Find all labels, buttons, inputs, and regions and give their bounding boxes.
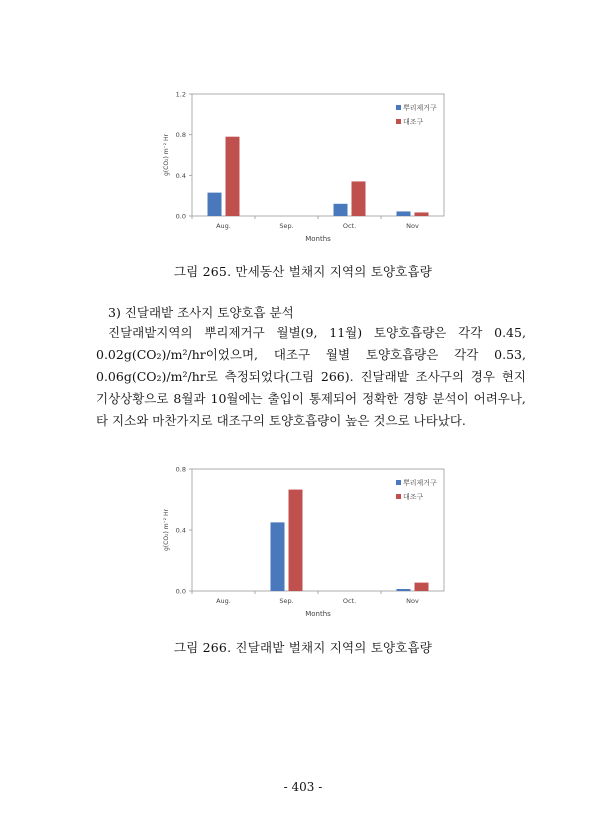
- paragraph-word: 정확한: [362, 391, 399, 406]
- chart-fig266-svg: [160, 461, 450, 621]
- paragraph-line: [96, 322, 526, 344]
- bar-root-removed-sep: [271, 522, 285, 591]
- x-axis-label: Months: [305, 610, 331, 618]
- legend-swatch: [396, 480, 401, 485]
- x-tick-label: Sep.: [279, 222, 294, 230]
- x-tick-label: Sep.: [279, 597, 294, 605]
- paragraph-word: 조사구의: [415, 369, 464, 384]
- paragraph-word: 266).: [320, 369, 354, 384]
- chart-fig265: [160, 86, 450, 246]
- x-tick-label: Nov: [406, 597, 419, 605]
- bar-control-aug: [226, 137, 240, 216]
- bar-root-removed-aug: [208, 193, 222, 216]
- paragraph-line: [96, 366, 526, 388]
- paragraph-word: 월별(9,: [276, 325, 318, 340]
- body-paragraph: [96, 322, 526, 432]
- paragraph-word: 타 지소와 마찬가지로 대조구의 토양호흡량이 높은 것으로 나타났다.: [96, 413, 466, 428]
- x-tick-label: Oct.: [342, 597, 357, 605]
- paragraph-line: [96, 344, 526, 366]
- chart-fig266: [160, 461, 450, 621]
- page-number: - 403 -: [283, 780, 323, 794]
- bar-control-sep: [289, 490, 303, 591]
- paragraph-line: [96, 410, 526, 432]
- paragraph-word: 0.06g(CO₂)/m²/hr로: [96, 369, 218, 384]
- y-tick-label: 0.0: [175, 587, 186, 596]
- paragraph-word: 경우: [470, 369, 495, 384]
- paragraph-word: 경향: [403, 391, 428, 406]
- legend-swatch: [396, 105, 401, 110]
- x-axis-label: Months: [305, 235, 331, 243]
- bar-root-removed-oct: [334, 204, 348, 216]
- paragraph-word: 통제되어: [308, 391, 358, 406]
- paragraph-word: 토양호흡량은: [373, 325, 447, 340]
- paragraph-word: 진달래밭: [360, 369, 409, 384]
- y-tick-label: 0.8: [175, 131, 186, 140]
- chart-fig265-svg: [160, 86, 450, 246]
- paragraph-word: 진달래밭지역의: [108, 325, 193, 340]
- y-axis-label: g(CO₂) m⁻² Hr: [163, 508, 170, 552]
- figure-caption-265: 그림 265. 만세동산 벌채지 지역의 토양호흡량: [173, 264, 433, 279]
- paragraph-word: 각각: [454, 347, 479, 362]
- paragraph-word: 11월): [329, 325, 363, 340]
- x-tick-label: Aug.: [216, 597, 231, 605]
- paragraph-word: 월별: [325, 347, 351, 362]
- legend-label: 대조구: [403, 118, 424, 126]
- bar-control-nov: [415, 583, 429, 591]
- bar-control-nov: [415, 212, 429, 216]
- paragraph-word: 10월에는: [210, 391, 263, 406]
- paragraph-word: 분석이: [432, 391, 469, 406]
- paragraph-word: 0.02g(CO₂)/m²/hr이었으며,: [96, 347, 258, 362]
- legend-label: 뿌리제거구: [403, 479, 437, 487]
- figure-caption-266: 그림 266. 진달래밭 벌채지 지역의 토양호흡량: [173, 640, 433, 655]
- legend-label: 대조구: [403, 493, 424, 501]
- x-tick-label: Aug.: [216, 222, 231, 230]
- paragraph-word: 8월과: [173, 391, 206, 406]
- paragraph-word: 측정되었다(그림: [224, 369, 315, 384]
- paragraph-word: 기상상황으로: [96, 391, 169, 406]
- legend-label: 뿌리제거구: [403, 104, 437, 112]
- bar-root-removed-nov: [397, 589, 411, 591]
- x-tick-label: Nov: [406, 222, 419, 230]
- legend-swatch: [396, 494, 401, 499]
- legend-swatch: [396, 119, 401, 124]
- y-tick-label: 0.8: [175, 465, 186, 474]
- paragraph-word: 어려우나,: [473, 391, 526, 406]
- section-heading: 3) 진달래밭 조사지 토양호흡 분석: [108, 305, 294, 320]
- paragraph-word: 각각: [458, 325, 483, 340]
- x-tick-label: Oct.: [342, 222, 357, 230]
- y-tick-label: 1.2: [175, 90, 186, 99]
- y-axis-label: g(CO₂) m⁻² Hr: [163, 133, 170, 177]
- paragraph-word: 출입이: [267, 391, 304, 406]
- paragraph-line: [96, 388, 526, 410]
- y-tick-label: 0.4: [175, 171, 186, 180]
- plot-area: [192, 469, 444, 591]
- paragraph-word: 현지: [501, 369, 526, 384]
- bar-root-removed-nov: [397, 211, 411, 216]
- y-tick-label: 0.4: [175, 526, 186, 535]
- paragraph-word: 뿌리제거구: [204, 325, 265, 340]
- paragraph-word: 0.53,: [494, 347, 526, 362]
- y-tick-label: 0.0: [175, 212, 186, 221]
- bar-control-oct: [352, 181, 366, 216]
- paragraph-word: 0.45,: [494, 325, 526, 340]
- paragraph-word: 토양호흡량은: [365, 347, 439, 362]
- paragraph-word: 대조구: [273, 347, 311, 362]
